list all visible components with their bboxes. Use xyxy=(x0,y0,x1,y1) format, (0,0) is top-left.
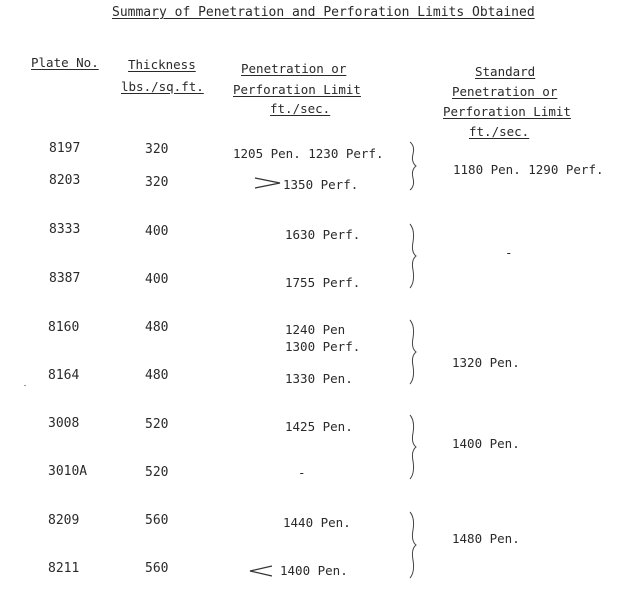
header-standard-line3: Perforation Limit xyxy=(443,104,571,119)
header-standard-line4: ft./sec. xyxy=(469,124,530,139)
header-thickness-line1: Thickness xyxy=(128,57,196,72)
group-brace-icon xyxy=(408,318,418,386)
header-limit-line1: Penetration or xyxy=(241,61,347,76)
row-limit: 1630 Perf. xyxy=(285,227,361,242)
standard-value: 1180 Pen. 1290 Perf. xyxy=(453,162,604,177)
row-limit: 1425 Pen. xyxy=(285,419,353,434)
header-limit-line3: ft./sec. xyxy=(270,101,331,116)
page-title: Summary of Penetration and Perforation Limits Obtained xyxy=(112,5,535,20)
row-plate-no: 3008 xyxy=(48,416,80,431)
group-brace-icon xyxy=(408,510,418,580)
greater-than-sign-icon xyxy=(254,175,282,194)
header-plate-no: Plate No. xyxy=(31,55,99,70)
row-limit: 1755 Perf. xyxy=(285,275,361,290)
row-plate-no: 8164 xyxy=(48,368,80,383)
row-thickness: 520 xyxy=(145,417,169,432)
row-thickness: 480 xyxy=(145,368,169,383)
row-limit-second-line: 1300 Perf. xyxy=(285,339,361,354)
row-thickness: 560 xyxy=(145,561,169,576)
row-limit: - xyxy=(298,465,306,480)
row-limit: 1205 Pen. 1230 Perf. xyxy=(233,146,384,161)
row-plate-no: 8211 xyxy=(48,561,80,576)
row-plate-no: 8209 xyxy=(48,513,80,528)
row-plate-no: 3010A xyxy=(48,464,88,479)
row-thickness: 400 xyxy=(145,224,169,239)
row-plate-no: 8387 xyxy=(49,271,81,286)
row-thickness: 400 xyxy=(145,272,169,287)
row-thickness: 560 xyxy=(145,513,169,528)
row-thickness: 320 xyxy=(145,175,169,190)
row-limit: 1240 Pen xyxy=(285,322,346,337)
row-plate-no: 8197 xyxy=(49,141,81,156)
row-limit: 1350 Perf. xyxy=(283,177,359,192)
row-limit: 1330 Pen. xyxy=(285,371,353,386)
standard-value: - xyxy=(505,245,513,260)
row-thickness: 320 xyxy=(145,142,169,157)
scan-speck xyxy=(24,385,26,386)
standard-value: 1480 Pen. xyxy=(452,531,520,546)
row-plate-no: 8203 xyxy=(49,173,81,188)
standard-value: 1320 Pen. xyxy=(452,355,520,370)
header-limit-line2: Perforation Limit xyxy=(233,82,361,97)
group-brace-icon xyxy=(408,140,418,192)
row-thickness: 480 xyxy=(145,320,169,335)
header-standard-line2: Penetration or xyxy=(452,84,558,99)
standard-value: 1400 Pen. xyxy=(452,436,520,451)
group-brace-icon xyxy=(408,222,418,290)
header-standard-line1: Standard xyxy=(475,64,536,79)
header-thickness-line2: lbs./sq.ft. xyxy=(121,79,204,94)
group-brace-icon xyxy=(408,413,418,481)
row-plate-no: 8333 xyxy=(49,222,81,237)
row-limit: 1400 Pen. xyxy=(280,563,348,578)
row-plate-no: 8160 xyxy=(48,320,80,335)
less-than-sign-icon xyxy=(248,563,274,582)
row-limit: 1440 Pen. xyxy=(283,515,351,530)
row-thickness: 520 xyxy=(145,465,169,480)
